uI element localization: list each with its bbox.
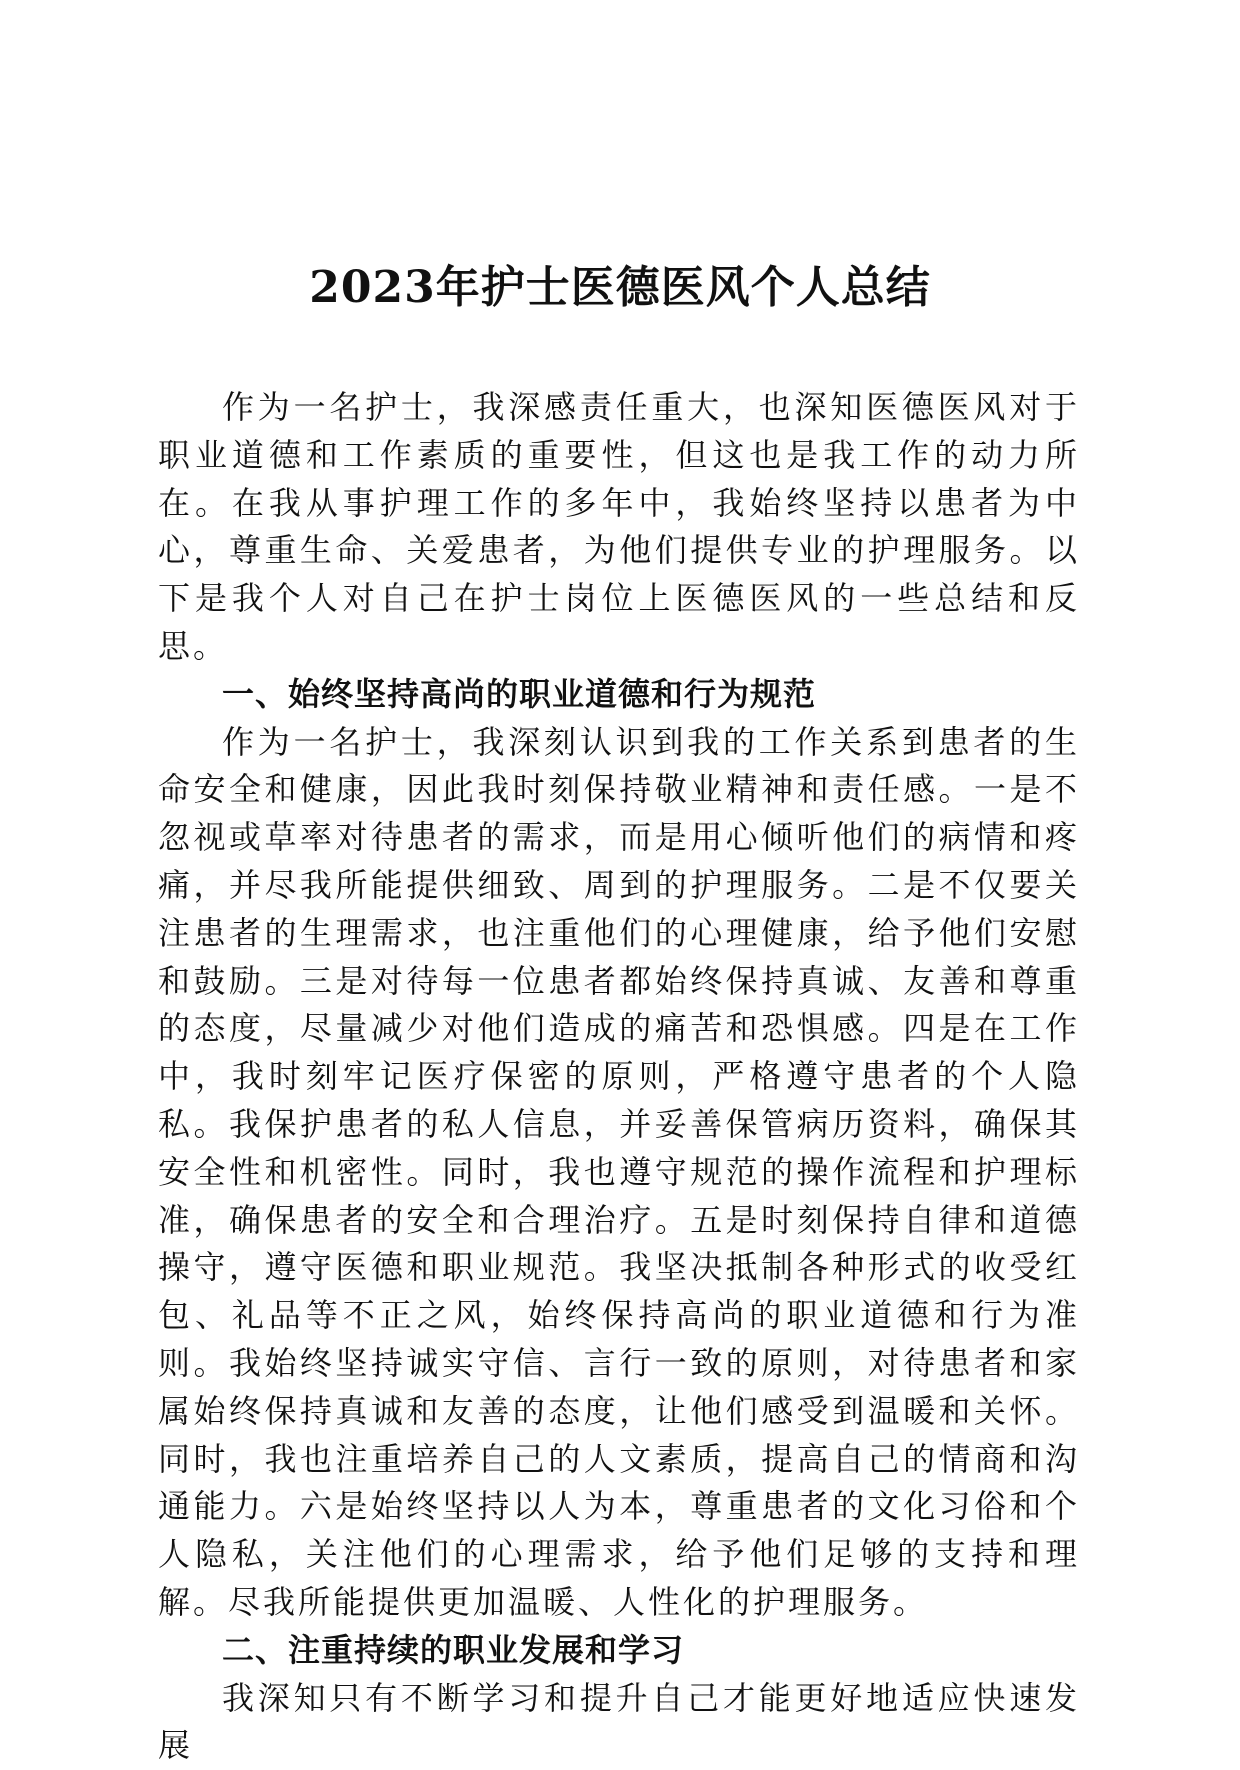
section-2-paragraph: 我深知只有不断学习和提升自己才能更好地适应快速发展 — [158, 1678, 1080, 1765]
section-heading-2: 二、注重持续的职业发展和学习 — [222, 1630, 685, 1669]
document-body — [158, 384, 1080, 1770]
section-1-paragraph: 作为一名护士，我深刻认识到我的工作关系到患者的生命安全和健康，因此我时刻保持敬业精神和责任感。一是不忽视或草率对待患者的需求，而是用心倾听他们的病情和疼痛，并尽我所能提供细致、周到的护理服务。二是不仅要关注患者的生理需求，也注重他们的心理健康，给予他们安慰和鼓励。三是对待每一位患者都始终保持真诚、友善和尊重的态度，尽量减少对他们造成的痛苦和恐惧感。四是在工作中，我时刻牢记医疗保密的原则，严格遵守患者的个人隐私。我保护患者的私人信息，并妥善保管病历资料，确保其安全性和机密性。同时，我也遵守规范的操作流程和护理标准，确保患者的安全和合理治疗。五是时刻保持自律和道德操守，遵守医德和职业规范。我坚决抵制各种形式的收受红包、礼品等不正之风，始终保持高尚的职业道德和行为准则。我始终坚持诚实守信、言行一致的原则，对待患者和家属始终保持真诚和友善的态度，让他们感受到温暖和关怀。同时，我也注重培养自己的人文素质，提高自己的情商和沟通能力。六是始终坚持以人为本，尊重患者的文化习俗和个人隐私，关注他们的心理需求，给予他们足够的支持和理解。尽我所能提供更加温暖、人性化的护理服务。 — [158, 722, 1080, 1621]
document-title: 2023年护士医德医风个人总结 — [309, 262, 931, 313]
section-heading-1: 一、始终坚持高尚的职业道德和行为规范 — [222, 674, 817, 713]
intro-paragraph: 作为一名护士，我深感责任重大，也深知医德医风对于职业道德和工作素质的重要性，但这也是我工作的动力所在。在我从事护理工作的多年中，我始终坚持以患者为中心，尊重生命、关爱患者，为他们提供专业的护理服务。以下是我个人对自己在护士岗位上医德医风的一些总结和反思。 — [158, 388, 1080, 665]
